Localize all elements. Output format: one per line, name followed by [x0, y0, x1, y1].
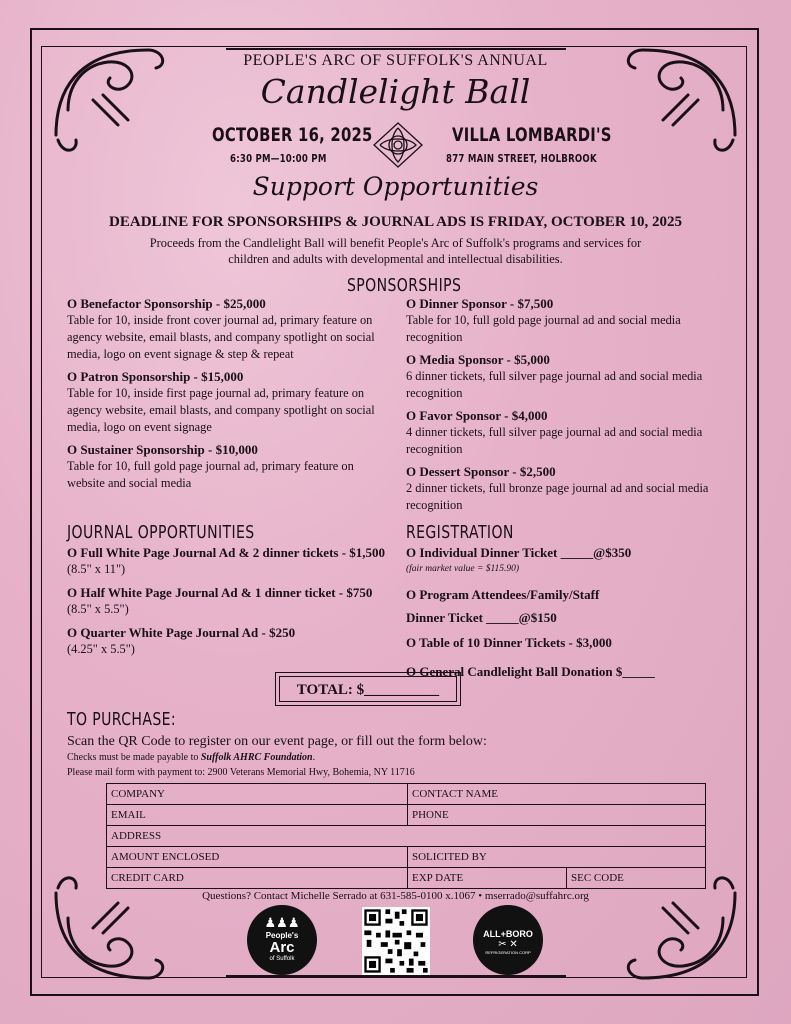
sponsorship-title: O Sustainer Sponsorship - $10,000: [67, 442, 258, 457]
checks-prefix: Checks must be made payable to: [67, 752, 201, 763]
registration-individual: [406, 544, 736, 578]
sponsorship-title: O Dessert Sponsor - $2,500: [406, 464, 556, 479]
sec-code-field[interactable]: SEC CODE: [567, 868, 706, 889]
sponsorship-sustainer: [67, 441, 387, 492]
program-ticket-line-2[interactable]: Dinner Ticket _____@$150: [406, 610, 557, 625]
credit-card-field[interactable]: CREDIT CARD: [107, 868, 408, 889]
sponsorship-favor: [406, 407, 726, 458]
program-ticket-line-1[interactable]: O Program Attendees/Family/Staff: [406, 587, 600, 602]
fair-market-note: (fair market value = $115.90): [406, 564, 520, 574]
sponsorships-right-column: [406, 295, 726, 519]
checks-payee: Suffolk AHRC Foundation: [200, 752, 313, 763]
mail-address-note: Please mail form with payment to: 2900 Veterans Memorial Hwy, Bohemia, NY 11716: [67, 767, 415, 778]
people-figures-icon: ♟♟♟: [264, 915, 300, 930]
email-field[interactable]: EMAIL: [107, 805, 408, 826]
exp-date-field[interactable]: EXP DATE: [408, 868, 567, 889]
org-line: PEOPLE'S ARC OF SUFFOLK'S ANNUAL: [243, 52, 548, 69]
top-rule: [226, 48, 566, 50]
sponsorship-desc: Table for 10, inside first page journal ad, primary feature on agency website, email blasts, and company spotlight on social media, logo on event signage: [67, 386, 375, 434]
journal-item-title: O Quarter White Page Journal Ad - $250: [67, 625, 296, 640]
event-title: Candlelight Ball: [260, 72, 531, 111]
qr-code-icon[interactable]: [362, 907, 430, 975]
journal-item-title: O Half White Page Journal Ad & 1 dinner ticket - $750: [67, 585, 373, 600]
checks-payable-note: [67, 752, 315, 763]
sponsorship-dessert: [406, 463, 726, 514]
sponsorship-benefactor: [67, 295, 387, 363]
support-title: Support Opportunities: [252, 172, 539, 201]
proceeds-line-1: Proceeds from the Candlelight Ball will benefit People's Arc of Suffolk's programs and services for: [149, 236, 642, 250]
journal-item: [67, 624, 407, 658]
company-field[interactable]: COMPANY: [107, 784, 408, 805]
sponsorship-title: O Dinner Sponsor - $7,500: [406, 296, 554, 311]
donation-line[interactable]: O General Candlelight Ball Donation $_____: [406, 664, 655, 679]
sponsorship-title: O Favor Sponsor - $4,000: [406, 408, 548, 423]
purchase-heading: TO PURCHASE:: [67, 709, 177, 730]
registration-table10: [406, 634, 736, 651]
registration-program: [406, 586, 736, 626]
event-date: OCTOBER 16, 2025: [212, 124, 373, 146]
sponsorship-desc: 2 dinner tickets, full bronze page journal ad and social media recognition: [406, 481, 709, 512]
event-time: 6:30 PM—10:00 PM: [230, 152, 327, 165]
bottom-rule: [226, 975, 566, 977]
sponsorship-media: [406, 351, 726, 402]
sponsorship-desc: Table for 10, full gold page journal ad, primary feature on website and social media: [67, 459, 354, 490]
journal-item-size: (8.5" x 5.5"): [67, 602, 129, 616]
deadline-notice: DEADLINE FOR SPONSORSHIPS & JOURNAL ADS IS FRIDAY, OCTOBER 10, 2025: [109, 214, 682, 230]
sponsorship-title: O Patron Sponsorship - $15,000: [67, 369, 244, 384]
individual-ticket-line[interactable]: O Individual Dinner Ticket _____@$350: [406, 545, 632, 560]
sponsorship-dinner: [406, 295, 726, 346]
logo-line-2: Arc: [269, 939, 295, 956]
address-field[interactable]: ADDRESS: [107, 826, 706, 847]
registration-list: [406, 544, 736, 688]
logo-line-3: of Suffolk: [269, 956, 295, 962]
sponsorship-title: O Benefactor Sponsorship - $25,000: [67, 296, 266, 311]
ornament-icon: [370, 120, 426, 170]
questions-contact: Questions? Contact Michelle Serrado at 631-585-0100 x.1067 • mserrado@suffahrc.org: [202, 890, 589, 902]
contact-name-field[interactable]: CONTACT NAME: [408, 784, 706, 805]
sponsorship-desc: 4 dinner tickets, full silver page journal ad and social media recognition: [406, 425, 703, 456]
table-of-ten-line[interactable]: O Table of 10 Dinner Tickets - $3,000: [406, 635, 612, 650]
order-form: [106, 783, 706, 889]
sponsorship-title: O Media Sponsor - $5,000: [406, 352, 550, 367]
sponsorship-desc: Table for 10, inside front cover journal ad, primary feature on agency website, email blasts, and company spotlight on social media, logo on event signage & step & repeat: [67, 313, 375, 361]
proceeds-line-2: children and adults with developmental and intellectual disabilities.: [228, 252, 563, 266]
total-field[interactable]: TOTAL: $__________: [279, 676, 457, 702]
event-address: 877 MAIN STREET, HOLBROOK: [446, 152, 597, 165]
journal-heading: JOURNAL OPPORTUNITIES: [67, 522, 255, 543]
event-venue: VILLA LOMBARDI'S: [452, 124, 612, 146]
logo-right-line-2: REFRIGERATION CORP: [485, 950, 531, 955]
scan-instructions: Scan the QR Code to register on our event page, or fill out the form below:: [67, 734, 487, 749]
checks-suffix: .: [312, 752, 316, 763]
peoples-arc-logo: [247, 905, 317, 975]
logo-line-1: People's: [265, 931, 299, 940]
journal-item: [67, 584, 407, 618]
sponsorship-patron: [67, 368, 387, 436]
allboro-sponsor-logo: [473, 905, 543, 975]
sponsorship-desc: 6 dinner tickets, full silver page journal ad and social media recognition: [406, 369, 703, 400]
sponsorships-left-column: [67, 295, 387, 497]
tools-icon: ✂ ✕: [498, 939, 518, 950]
amount-enclosed-field[interactable]: AMOUNT ENCLOSED: [107, 847, 408, 868]
journal-item: [67, 544, 407, 578]
journal-item-size: (4.25" x 5.5"): [67, 642, 135, 656]
total-box: [275, 672, 461, 706]
logo-right-line-1: ALL+BORO: [483, 929, 533, 939]
proceeds-text: [0, 235, 791, 267]
journal-item-title: O Full White Page Journal Ad & 2 dinner tickets - $1,500: [67, 545, 386, 560]
sponsorships-heading: SPONSORSHIPS: [347, 275, 462, 296]
journal-item-size: (8.5" x 11"): [67, 562, 126, 576]
solicited-by-field[interactable]: SOLICITED BY: [408, 847, 706, 868]
sponsorship-desc: Table for 10, full gold page journal ad and social media recognition: [406, 313, 681, 344]
journal-list: [67, 544, 407, 664]
phone-field[interactable]: PHONE: [408, 805, 706, 826]
registration-heading: REGISTRATION: [406, 522, 514, 543]
